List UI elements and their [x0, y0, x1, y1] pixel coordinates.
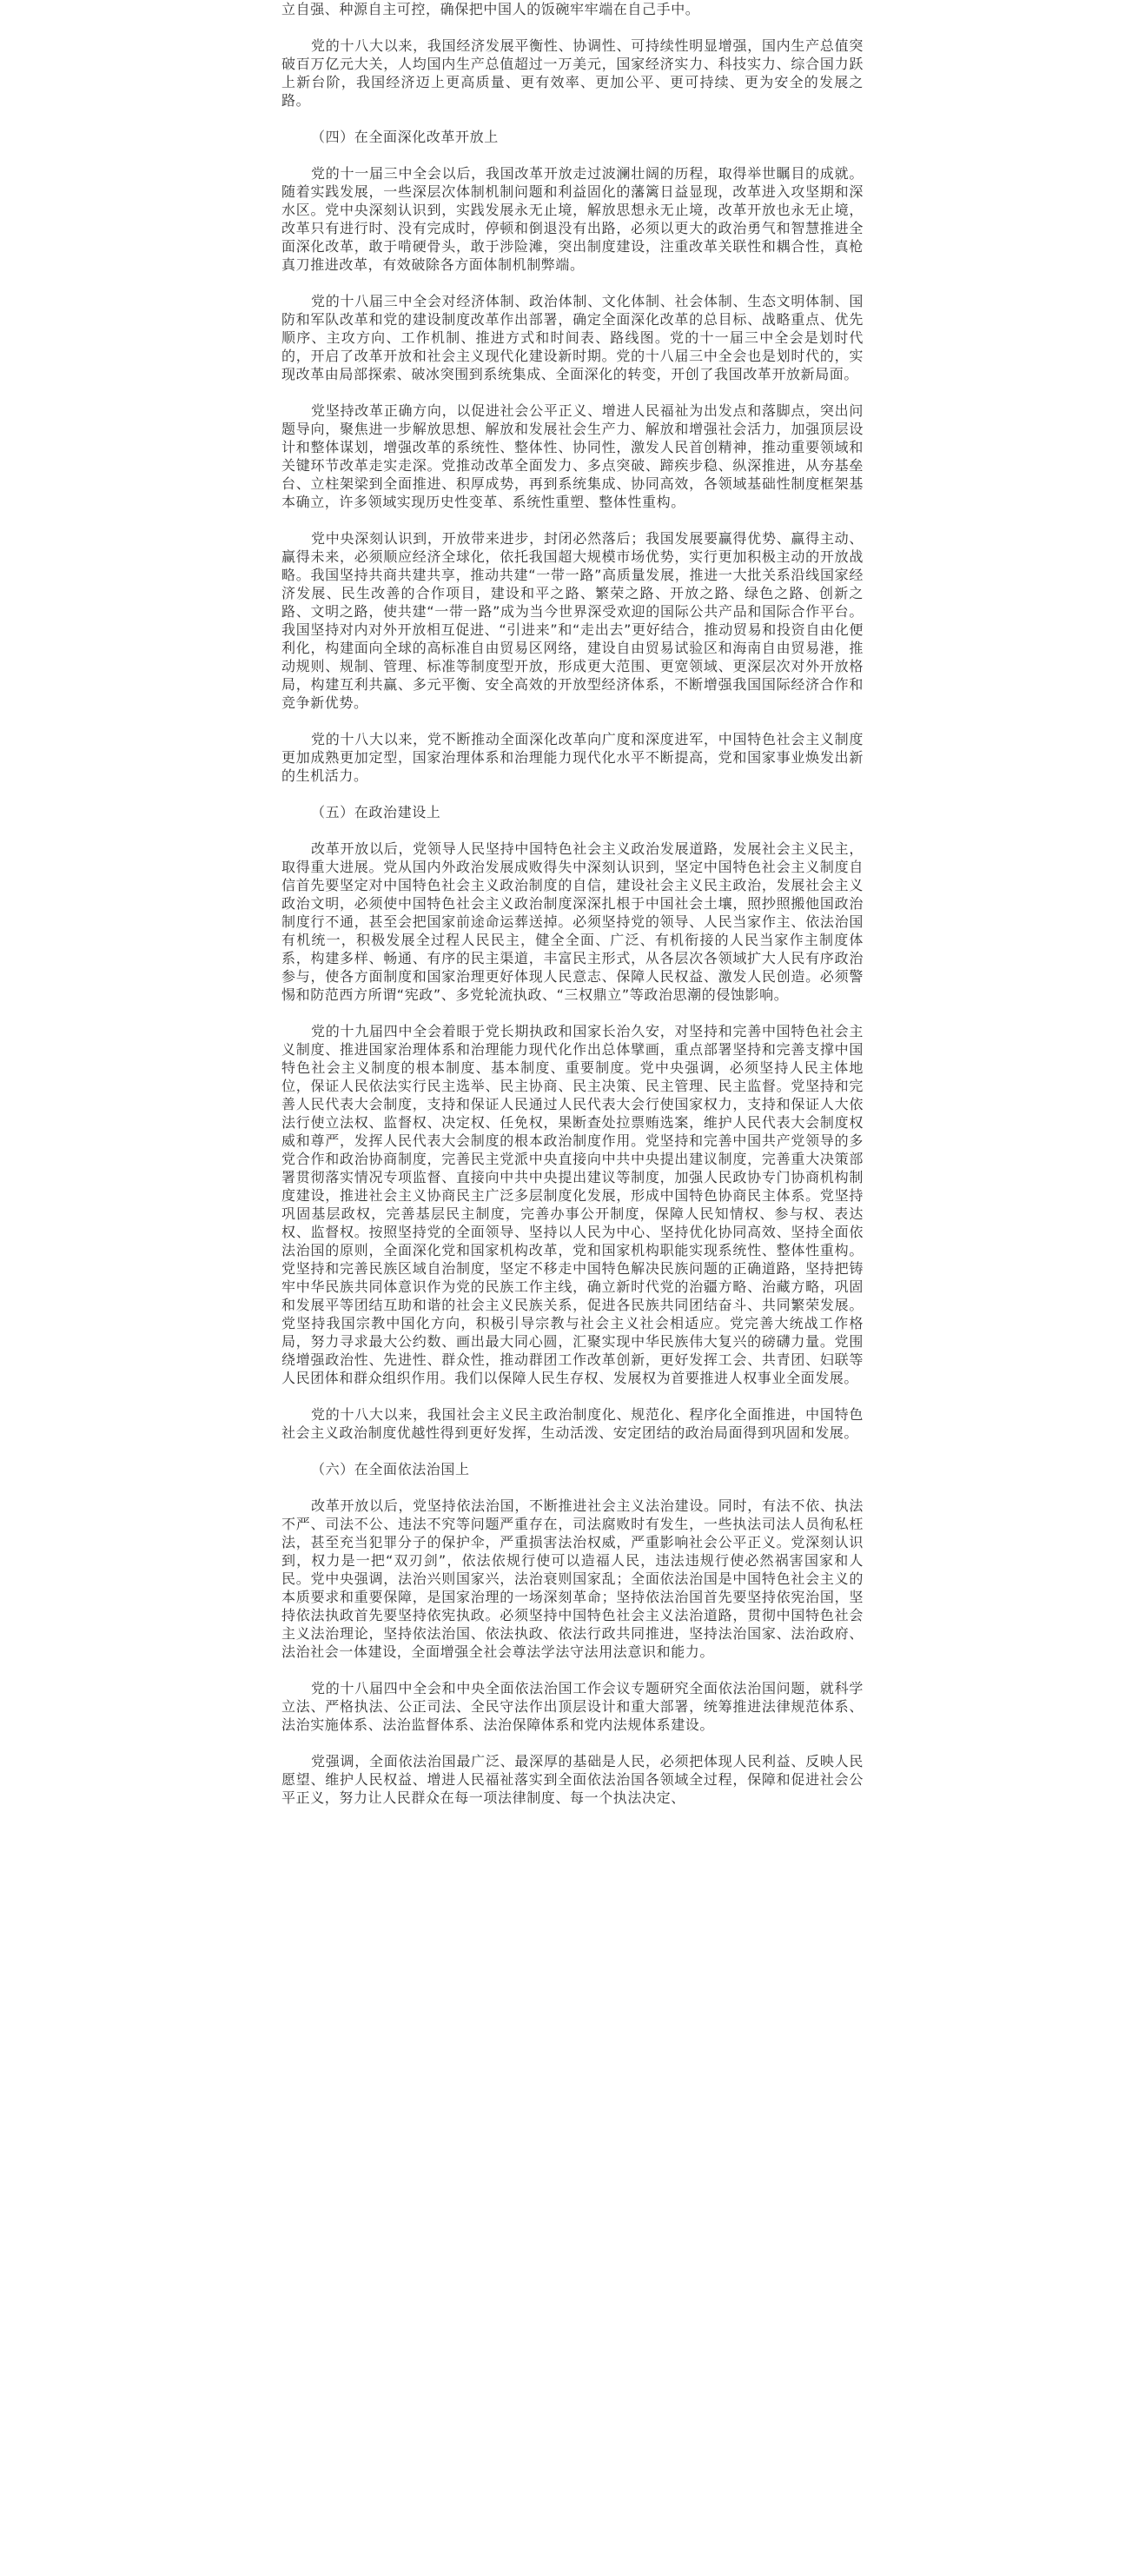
section-heading: （五）在政治建设上: [311, 804, 441, 820]
paragraph: 改革开放以后，党领导人民坚持中国特色社会主义政治发展道路，发展社会主义民主，取得重大进展。党从国内外政治发展成败得失中深刻认识到，坚定中国特色社会主义制度自信首先要坚定对中国特色社会主义政治制度的自信，建设社会主义民主政治，发展社会主义政治文明，必须使中国特色社会主义政治制度深深扎根于中国社会土壤，照抄照搬他国政治制度行不通，甚至会把国家前途命运葬送掉。必须坚持党的领导、人民当家作主、依法治国有机统一，积极发展全过程人民民主，健全全面、广泛、有机衔接的人民当家作主制度体系，构建多样、畅通、有序的民主渠道，丰富民主形式，从各层次各领域扩大人民有序政治参与，使各方面制度和国家治理更好体现人民意志、保障人民权益、激发人民创造。必须警惕和防范西方所谓“宪政”、多党轮流执政、“三权鼎立”等政治思潮的侵蚀影响。: [281, 840, 864, 1003]
paragraph: 党强调，全面依法治国最广泛、最深厚的基础是人民，必须把体现人民利益、反映人民愿望、维护人民权益、增进人民福祉落实到全面依法治国各领域全过程，保障和促进社会公平正义，努力让人民群众在每一项法律制度、每一个执法决定、: [281, 1753, 864, 1806]
section-heading: （四）在全面深化改革开放上: [311, 129, 499, 145]
paragraph: 党的十八届三中全会对经济体制、政治体制、文化体制、社会体制、生态文明体制、国防和军队改革和党的建设制度改革作出部署，确定全面深化改革的总目标、战略重点、优先顺序、主攻方向、工作机制、推进方式和时间表、路线图。党的十一届三中全会是划时代的，开启了改革开放和社会主义现代化建设新时期。党的十八届三中全会也是划时代的，实现改革由局部探索、破冰突围到系统集成、全面深化的转变，开创了我国改革开放新局面。: [281, 293, 864, 382]
paragraph: 党的十八大以来，我国社会主义民主政治制度化、规范化、程序化全面推进，中国特色社会主义政治制度优越性得到更好发挥，生动活泼、安定团结的政治局面得到巩固和发展。: [281, 1406, 864, 1441]
article-body: [281, 0, 864, 1825]
section-heading: （六）在全面依法治国上: [311, 1461, 470, 1477]
paragraph: 党中央深刻认识到，开放带来进步，封闭必然落后；我国发展要赢得优势、赢得主动、赢得未来，必须顺应经济全球化，依托我国超大规模市场优势，实行更加积极主动的开放战略。我国坚持共商共建共享，推动共建“一带一路”高质量发展，推进一大批关系沿线国家经济发展、民生改善的合作项目，建设和平之路、繁荣之路、开放之路、绿色之路、创新之路、文明之路，使共建“一带一路”成为当今世界深受欢迎的国际公共产品和国际合作平台。我国坚持对内对外开放相互促进、“引进来”和“走出去”更好结合，推动贸易和投资自由化便利化，构建面向全球的高标准自由贸易区网络，建设自由贸易试验区和海南自由贸易港，推动规则、规制、管理、标准等制度型开放，形成更大范围、更宽领域、更深层次对外开放格局，构建互利共赢、多元平衡、安全高效的开放型经济体系，不断增强我国国际经济合作和竞争新优势。: [281, 530, 864, 711]
paragraph: 党的十八大以来，党不断推动全面深化改革向广度和深度进军，中国特色社会主义制度更加成熟更加定型，国家治理体系和治理能力现代化水平不断提高，党和国家事业焕发出新的生机活力。: [281, 731, 864, 784]
paragraph: 党的十一届三中全会以后，我国改革开放走过波澜壮阔的历程，取得举世瞩目的成就。随着实践发展，一些深层次体制机制问题和利益固化的藩篱日益显现，改革进入攻坚期和深水区。党中央深刻认识到，实践发展永无止境，解放思想永无止境，改革开放也永无止境，改革只有进行时、没有完成时，停顿和倒退没有出路，必须以更大的政治勇气和智慧推进全面深化改革，敢于啃硬骨头，敢于涉险滩，突出制度建设，注重改革关联性和耦合性，真枪真刀推进改革，有效破除各方面体制机制弊端。: [281, 165, 864, 273]
paragraph: 党的十八大以来，我国经济发展平衡性、协调性、可持续性明显增强，国内生产总值突破百万亿元大关，人均国内生产总值超过一万美元，国家经济实力、科技实力、综合国力跃上新台阶，我国经济迈上更高质量、更有效率、更加公平、更可持续、更为安全的发展之路。: [281, 37, 864, 109]
paragraph: 党坚持改革正确方向，以促进社会公平正义、增进人民福祉为出发点和落脚点，突出问题导向，聚焦进一步解放思想、解放和发展社会生产力、解放和增强社会活力，加强顶层设计和整体谋划，增强改革的系统性、整体性、协同性，激发人民首创精神，推动重要领域和关键环节改革走实走深。党推动改革全面发力、多点突破、蹄疾步稳、纵深推进，从夯基垒台、立柱架梁到全面推进、积厚成势，再到系统集成、协同高效，各领域基础性制度框架基本确立，许多领域实现历史性变革、系统性重塑、整体性重构。: [281, 402, 864, 510]
paragraph: 立自强、种源自主可控，确保把中国人的饭碗牢牢端在自己手中。: [281, 1, 700, 17]
paragraph: 党的十九届四中全会着眼于党长期执政和国家长治久安，对坚持和完善中国特色社会主义制度、推进国家治理体系和治理能力现代化作出总体擘画，重点部署坚持和完善支撑中国特色社会主义制度的根本制度、基本制度、重要制度。党中央强调，必须坚持人民主体地位，保证人民依法实行民主选举、民主协商、民主决策、民主管理、民主监督。党坚持和完善人民代表大会制度，支持和保证人民通过人民代表大会行使国家权力，支持和保证人大依法行使立法权、监督权、决定权、任免权，果断查处拉票贿选案，维护人民代表大会制度权威和尊严，发挥人民代表大会制度的根本政治制度作用。党坚持和完善中国共产党领导的多党合作和政治协商制度，完善民主党派中央直接向中共中央提出建议制度，完善重大决策部署贯彻落实情况专项监督、直接向中共中央提出建议等制度，加强人民政协专门协商机构制度建设，推进社会主义协商民主广泛多层制度化发展，形成中国特色协商民主体系。党坚持巩固基层政权，完善基层民主制度，完善办事公开制度，保障人民知情权、参与权、表达权、监督权。按照坚持党的全面领导、坚持以人民为中心、坚持优化协同高效、坚持全面依法治国的原则，全面深化党和国家机构改革，党和国家机构职能实现系统性、整体性重构。党坚持和完善民族区域自治制度，坚定不移走中国特色解决民族问题的正确道路，坚持把铸牢中华民族共同体意识作为党的民族工作主线，确立新时代党的治疆方略、治藏方略，巩固和发展平等团结互助和谐的社会主义民族关系，促进各民族共同团结奋斗、共同繁荣发展。党坚持我国宗教中国化方向，积极引导宗教与社会主义社会相适应。党完善大统战工作格局，努力寻求最大公约数、画出最大同心圆，汇聚实现中华民族伟大复兴的磅礴力量。党围绕增强政治性、先进性、群众性，推动群团工作改革创新，更好发挥工会、共青团、妇联等人民团体和群众组织作用。我们以保障人民生存权、发展权为首要推进人权事业全面发展。: [281, 1023, 864, 1386]
paragraph: 改革开放以后，党坚持依法治国，不断推进社会主义法治建设。同时，有法不依、执法不严、司法不公、违法不究等问题严重存在，司法腐败时有发生，一些执法司法人员徇私枉法，甚至充当犯罪分子的保护伞，严重损害法治权威，严重影响社会公平正义。党深刻认识到，权力是一把“双刃剑”，依法依规行使可以造福人民，违法违规行使必然祸害国家和人民。党中央强调，法治兴则国家兴，法治衰则国家乱；全面依法治国是中国特色社会主义的本质要求和重要保障，是国家治理的一场深刻革命；坚持依法治国首先要坚持依宪治国，坚持依法执政首先要坚持依宪执政。必须坚持中国特色社会主义法治道路，贯彻中国特色社会主义法治理论，坚持依法治国、依法执政、依法行政共同推进，坚持法治国家、法治政府、法治社会一体建设，全面增强全社会尊法学法守法用法意识和能力。: [281, 1497, 864, 1660]
paragraph: 党的十八届四中全会和中央全面依法治国工作会议专题研究全面依法治国问题，就科学立法、严格执法、公正司法、全民守法作出顶层设计和重大部署，统筹推进法律规范体系、法治实施体系、法治监督体系、法治保障体系和党内法规体系建设。: [281, 1680, 864, 1733]
